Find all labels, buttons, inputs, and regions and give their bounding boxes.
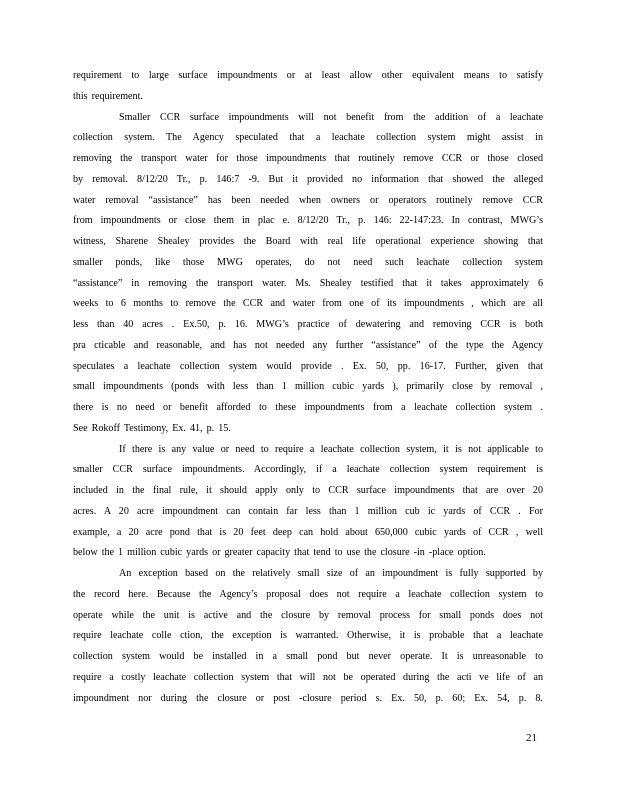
text-line: collection system would be installed in a small pond but never operate. It is unreasonable to [73, 651, 543, 662]
text-line: collection system. The Agency speculated that a leachate collection system might assist in [73, 132, 543, 144]
body-text [73, 66, 543, 709]
paragraph [73, 108, 543, 440]
paragraph [73, 564, 543, 709]
text-line: require leachate colle ction, the exception is warranted. Otherwise, it is probable that a leachate [73, 630, 543, 642]
text-line: less than 40 acres . Ex.50, p. 16. MWG’s practice of dewatering and removing CCR is both [73, 319, 543, 330]
text-line: impoundment nor during the closure or post -closure period s. Ex. 50, p. 60; Ex. 54, p. 8. [73, 692, 543, 704]
text-line: water removal “assistance” has been needed when owners or operators routinely remove CCR [73, 194, 543, 206]
text-line: included in the final rule, it should apply only to CCR surface impoundments that are over 20 [73, 485, 543, 496]
page-number: 21 [526, 732, 537, 744]
text-line: by removal. 8/12/20 Tr., p. 146:7 -9. But it provided no information that showed the alleged [73, 173, 543, 185]
text-line: Smaller CCR surface impoundments will not benefit from the addition of a leachate [119, 111, 543, 123]
text-line: witness, Sharene Shealey provides the Board with real life operational experience showing that [73, 236, 543, 247]
text-line: operate while the unit is active and the closure by removal process for small ponds does not [73, 609, 543, 621]
paragraph [73, 440, 543, 565]
text-line: smaller CCR surface impoundments. Accordingly, if a leachate collection system requirement is [73, 464, 543, 476]
text-line: smaller ponds, like those MWG operates, do not need such leachate collection system [73, 256, 543, 268]
text-line: small impoundments (ponds with less than 1 million cubic yards ), primarily close by removal , [73, 381, 543, 393]
text-line: require a costly leachate collection system that will not be operated during the acti ve life of an [73, 671, 543, 683]
text-line: the record here. Because the Agency’s proposal does not require a leachate collection system to [73, 588, 543, 600]
text-line: there is no need or benefit afforded to these impoundments from a leachate collection system . [73, 402, 543, 413]
text-line: requirement to large surface impoundments or at least allow other equivalent means to satisfy [73, 70, 543, 81]
text-line: acres. A 20 acre impoundment can contain far less than 1 million cub ic yards of CCR . For [73, 505, 543, 517]
paragraph [73, 66, 543, 108]
text-line: If there is any value or need to require a leachate collection system, it is not applicable to [119, 443, 543, 455]
text-line: An exception based on the relatively small size of an impoundment is fully supported by [119, 568, 543, 579]
text-line: from impoundments or close them in plac e. 8/12/20 Tr., p. 146: 22-147:23. In contrast, MWG’s [73, 215, 543, 227]
text-line: See Rokoff Testimony, Ex. 41, p. 15. [73, 422, 231, 434]
text-line: example, a 20 acre pond that is 20 feet deep can hold about 650,000 cubic yards of CCR , well [73, 526, 543, 538]
text-line: speculates a leachate collection system would provide . Ex. 50, pp. 16-17. Further, given that [73, 360, 543, 372]
text-line: weeks to 6 months to remove the CCR and water from one of its impoundments , which are all [73, 298, 543, 310]
text-line: below the 1 million cubic yards or greater capacity that tend to use the closure -in -place option. [73, 547, 486, 559]
text-line: “assistance” in removing the transport water. Ms. Shealey testified that it takes approximately 6 [73, 277, 543, 289]
text-line: this requirement. [73, 90, 143, 102]
text-line: pra cticable and reasonable, and has not needed any further “assistance” of the type the Agency [73, 339, 543, 351]
text-line: removing the transport water for those impoundments that routinely remove CCR or those closed [73, 153, 543, 164]
